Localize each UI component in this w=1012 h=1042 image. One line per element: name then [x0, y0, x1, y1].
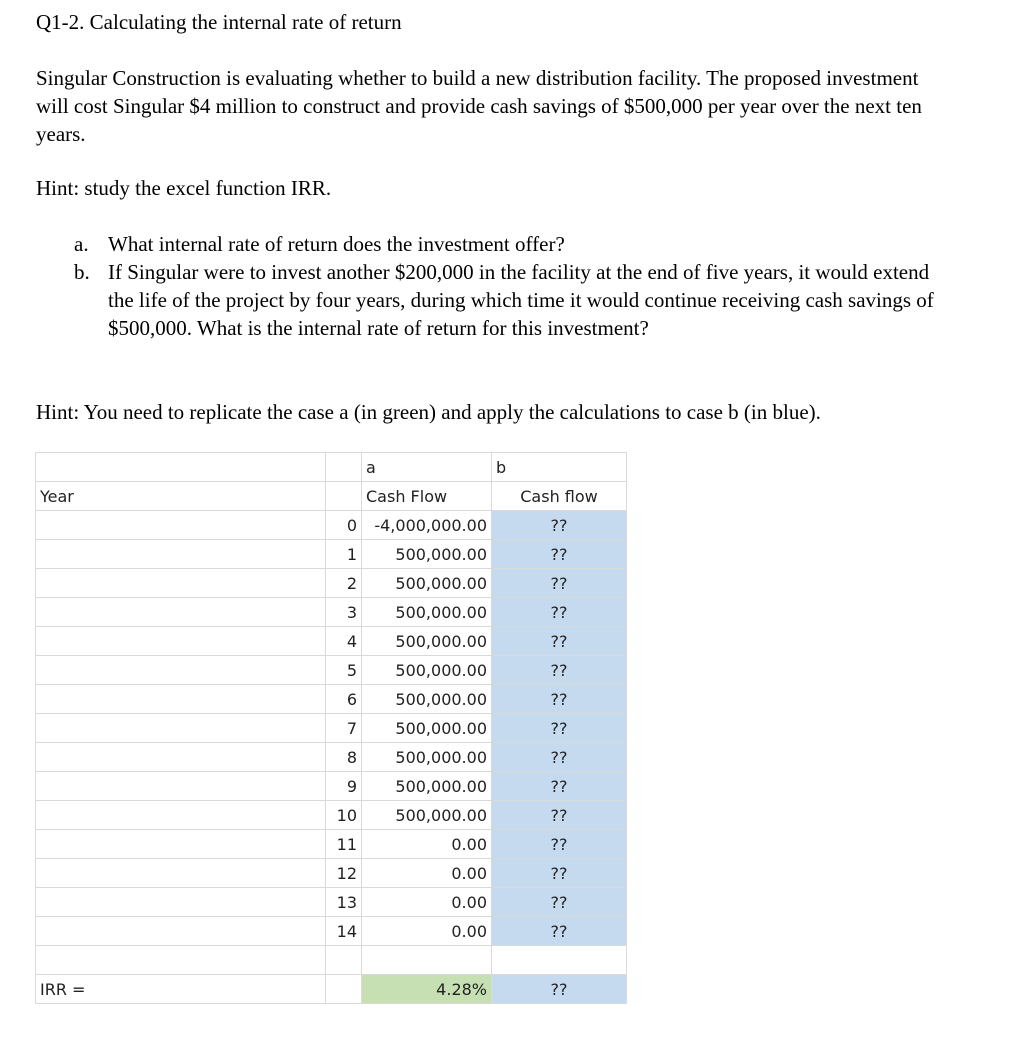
cash-flow-a-cell[interactable]: 0.00	[362, 888, 492, 917]
question-list	[74, 230, 954, 342]
question-a	[74, 230, 954, 258]
cell	[362, 946, 492, 975]
question-b-text: If Singular were to invest another $200,000 in the facility at the end of five years, it would extend the life of the project by four years, during which time it would continue receiving cash savings of $500,000. What is the internal rate of return for this investment?	[108, 260, 934, 340]
cash-flow-a-cell[interactable]: 500,000.00	[362, 540, 492, 569]
cell	[36, 598, 326, 627]
cell	[36, 714, 326, 743]
table-row	[36, 772, 627, 801]
irr-row	[36, 975, 627, 1004]
cell	[36, 917, 326, 946]
cash-flow-a-cell[interactable]: 500,000.00	[362, 598, 492, 627]
table-row	[36, 598, 627, 627]
col-b-header: b	[492, 453, 627, 482]
table-row	[36, 511, 627, 540]
year-cell: 13	[326, 888, 362, 917]
table-row	[36, 685, 627, 714]
cell	[36, 859, 326, 888]
cash-flow-a-cell[interactable]: 500,000.00	[362, 714, 492, 743]
cash-flow-b-cell[interactable]: ??	[492, 888, 627, 917]
cell	[492, 946, 627, 975]
cell	[36, 511, 326, 540]
cell	[36, 656, 326, 685]
cell	[36, 772, 326, 801]
question-a-marker: a.	[74, 232, 89, 256]
cash-flow-b-cell[interactable]: ??	[492, 598, 627, 627]
cell	[36, 888, 326, 917]
header-row-letters	[36, 453, 627, 482]
table-row	[36, 859, 627, 888]
cell	[36, 569, 326, 598]
year-cell: 7	[326, 714, 362, 743]
year-cell: 14	[326, 917, 362, 946]
cash-flow-a-cell[interactable]: 500,000.00	[362, 627, 492, 656]
cell	[36, 743, 326, 772]
irr-a-value[interactable]: 4.28%	[362, 975, 492, 1004]
cash-flow-b-cell[interactable]: ??	[492, 685, 627, 714]
year-cell: 11	[326, 830, 362, 859]
table-row	[36, 743, 627, 772]
question-title: Q1-2. Calculating the internal rate of return	[36, 10, 402, 34]
cash-flow-b-header: Cash flow	[492, 482, 627, 511]
table-row	[36, 569, 627, 598]
year-cell: 0	[326, 511, 362, 540]
document	[36, 8, 976, 424]
cell	[36, 801, 326, 830]
hint-replicate: Hint: You need to replicate the case a (in green) and apply the calculations to case b (in blue).	[36, 400, 821, 424]
cell	[36, 627, 326, 656]
year-cell: 1	[326, 540, 362, 569]
table-row	[36, 714, 627, 743]
table-row	[36, 917, 627, 946]
question-a-text: What internal rate of return does the investment offer?	[108, 232, 565, 256]
year-cell: 9	[326, 772, 362, 801]
cell	[36, 685, 326, 714]
spreadsheet	[35, 452, 627, 1004]
table-row	[36, 627, 627, 656]
cash-flow-b-cell[interactable]: ??	[492, 743, 627, 772]
cash-flow-b-cell[interactable]: ??	[492, 656, 627, 685]
year-cell: 6	[326, 685, 362, 714]
cash-flow-b-cell[interactable]: ??	[492, 569, 627, 598]
cash-flow-a-cell[interactable]: 0.00	[362, 917, 492, 946]
col-a-header: a	[362, 453, 492, 482]
question-b-marker: b.	[74, 260, 90, 284]
cash-flow-b-cell[interactable]: ??	[492, 627, 627, 656]
cash-flow-a-cell[interactable]: 500,000.00	[362, 772, 492, 801]
cash-flow-a-cell[interactable]: 500,000.00	[362, 656, 492, 685]
cash-flow-b-cell[interactable]: ??	[492, 772, 627, 801]
table-row	[36, 656, 627, 685]
cell	[36, 830, 326, 859]
cash-flow-a-cell[interactable]: 500,000.00	[362, 743, 492, 772]
hint-irr: Hint: study the excel function IRR.	[36, 176, 332, 200]
year-cell: 12	[326, 859, 362, 888]
table-row	[36, 540, 627, 569]
year-label: Year	[36, 482, 326, 511]
spacer-row	[36, 946, 627, 975]
cash-flow-a-cell[interactable]: -4,000,000.00	[362, 511, 492, 540]
cash-flow-table	[35, 452, 627, 1004]
year-cell: 5	[326, 656, 362, 685]
year-cell: 4	[326, 627, 362, 656]
cash-flow-b-cell[interactable]: ??	[492, 714, 627, 743]
year-cell: 10	[326, 801, 362, 830]
cash-flow-a-cell[interactable]: 500,000.00	[362, 685, 492, 714]
year-cell: 3	[326, 598, 362, 627]
intro-paragraph: Singular Construction is evaluating whether to build a new distribution facility. The proposed investment will cost Singular $4 million to construct and provide cash savings of $500,000 per year over the next ten years.	[36, 66, 922, 146]
header-row-labels	[36, 482, 627, 511]
cash-flow-a-header: Cash Flow	[362, 482, 492, 511]
cell	[36, 946, 326, 975]
cell	[36, 453, 326, 482]
table-row	[36, 830, 627, 859]
cell	[326, 946, 362, 975]
cell	[36, 540, 326, 569]
cell	[326, 482, 362, 511]
cash-flow-b-cell[interactable]: ??	[492, 801, 627, 830]
year-cell: 2	[326, 569, 362, 598]
cash-flow-b-cell[interactable]: ??	[492, 859, 627, 888]
cash-flow-a-cell[interactable]: 500,000.00	[362, 569, 492, 598]
cash-flow-a-cell[interactable]: 0.00	[362, 830, 492, 859]
cash-flow-a-cell[interactable]: 0.00	[362, 859, 492, 888]
cash-flow-b-cell[interactable]: ??	[492, 917, 627, 946]
cash-flow-b-cell[interactable]: ??	[492, 540, 627, 569]
irr-b-value[interactable]: ??	[492, 975, 627, 1004]
table-row	[36, 888, 627, 917]
year-cell: 8	[326, 743, 362, 772]
cash-flow-b-cell[interactable]: ??	[492, 830, 627, 859]
table-row	[36, 801, 627, 830]
cell	[326, 453, 362, 482]
question-b	[74, 258, 954, 342]
cash-flow-b-cell[interactable]: ??	[492, 511, 627, 540]
cell	[326, 975, 362, 1004]
cash-flow-a-cell[interactable]: 500,000.00	[362, 801, 492, 830]
irr-label: IRR =	[36, 975, 326, 1004]
